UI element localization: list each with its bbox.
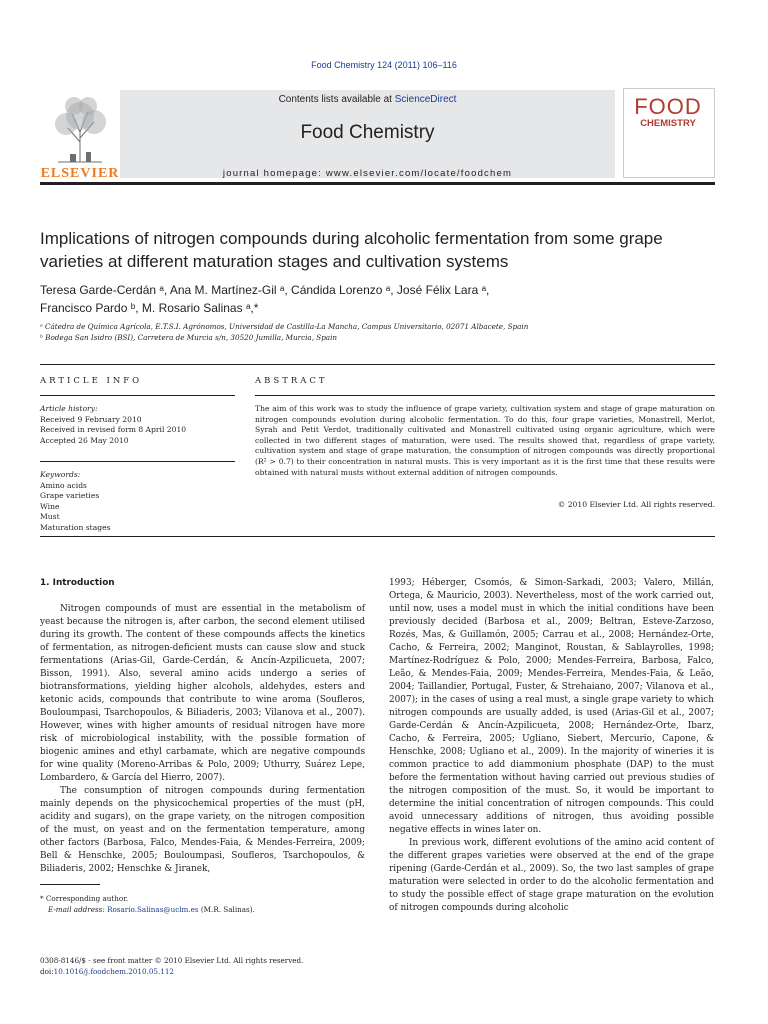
article-info-heading: ARTICLE INFO: [40, 376, 143, 386]
authors-line-1: Teresa Garde-Cerdán ᵃ, Ana M. Martínez-Gil ᵃ, Cándida Lorenzo ᵃ, José Félix Lara ᵃ,: [40, 283, 490, 297]
article-title: Implications of nitrogen compounds during alcoholic fermentation from some grape varieties at different maturation stages and cultivation systems: [40, 229, 663, 271]
contents-prefix: Contents lists available at: [278, 94, 395, 105]
email-line: [40, 904, 370, 915]
authors-line-2: Francisco Pardo ᵇ, M. Rosario Salinas ᵃ,*: [40, 301, 259, 315]
revised-date: Received in revised form 8 April 2010: [40, 425, 187, 434]
author-list: [40, 281, 720, 317]
keywords-label: Keywords:: [40, 470, 81, 479]
body-paragraph: In previous work, different evolutions of the amino acid content of the different grapes varieties were observed at the end of the grape ripening (Garde-Cerdán et al., 2009). So, the two last samples of grape maturation were selected in order to do the alcoholic fermentation and to study the possible effect of stage grape maturation on the evolution of nitrogen compounds during alcoholic: [389, 837, 714, 913]
keyword: Must: [40, 512, 60, 521]
body-paragraph: The consumption of nitrogen compounds during fermentation mainly depends on the physicochemical properties of the must (pH, acidity and sugars), on the grape variety, on the nitrogen composition of the must, on yeast and on the fermentation temperature, among other factors (Barbosa, Falco, Mendes-Faia, & Mendes-Ferreira, 2009; Bell & Henschke, 2005; Bouloumpasi, Soufleros, Tsarchopoulos, & Biliaderis, 2002; Henschke & Jiranek,: [40, 785, 365, 874]
body-column-right: [389, 577, 714, 915]
cover-title-chemistry: CHEMISTRY: [640, 118, 696, 129]
corresponding-author-note: * Corresponding author.: [40, 894, 129, 903]
abstract-heading: ABSTRACT: [255, 376, 328, 386]
contents-available-line: [120, 94, 615, 105]
article-info: [40, 404, 235, 533]
doi-label: doi:: [40, 967, 54, 976]
keyword: Wine: [40, 501, 60, 511]
journal-homepage-link[interactable]: journal homepage: www.elsevier.com/locate/foodchem: [222, 168, 513, 179]
body-paragraph: 1993; Héberger, Csomós, & Simon-Sarkadi, 2003; Valero, Millán, Ortega, & Mauricio, 2003). Nevertheless, most of the work carried out, until now, uses a model must in which the initial conditions have been previously decided (Barbosa et al., 2009; Beltran, Esteve-Zarzoso, Rozés, Mas, & Guillamón, 2005; Carrau et al., 2008; Hernández-Orte, Cacho, & Ferreira, 2002; Manginot, Roustan, & Sablayrolles, 1998; Martínez-Rodríguez & Polo, 2000; Mendes-Ferreira, Barbosa, Falco, Leão, & Mendes-Faia, 2009; Mendes-Ferreira, Mendes-Faia, & Leão, 2004; Taillandier, Portugal, Fuster, & Strehaiano, 2007; Vilanova et al., 2007); in the cases of using a real must, a single grape variety to which nitrogen compounds are usually added, is used (Arias-Gil et al., 2007; Garde-Cerdán & Ancín-Azpilicueta, 2008; Hernández-Orte, Ibarz, Cacho, & Ferreira, 2005; Ugliano, Siebert, Mercurio, Capone, & Henschke, 2008; Ugliano et al., 2009). In the majority of wineries it is common practice to add diammonium phosphate (DAP) to the must before the fermentation without having carried out previous studies of the nitrogen composition of the must. So, it would be important to determine the initial concentration of nitrogen compounds. This could avoid unnecessary additions of nitrogen, thus avoiding possible negative effects in wines later on.: [389, 578, 714, 835]
divider: [40, 364, 715, 365]
footnote-rule: [40, 884, 100, 885]
email-suffix: (M.R. Salinas).: [198, 905, 255, 914]
divider: [255, 395, 715, 396]
publication-info: [40, 955, 370, 977]
affiliations: [40, 321, 720, 343]
abstract-copyright: © 2010 Elsevier Ltd. All rights reserved.: [557, 500, 715, 509]
issn-line: 0308-8146/$ - see front matter © 2010 Elsevier Ltd. All rights reserved.: [40, 956, 304, 965]
history-label: Article history:: [40, 404, 98, 413]
abstract-text: The aim of this work was to study the influence of grape variety, cultivation system and stage of grape maturation on nitrogen compounds evolution during alcoholic fermentation. To do this, four grape varieties, Monastrell, Merlot, Syrah and Petit Verdot, traditionally cultivated and Monastrell cultivated using organic agriculture, which were collected in two different stages of maturation, were used. The results showed that, regardless of grape variety, cultivation system and stage of grape maturation, the consumption of nitrogen compounds was directly proportional (R² > 0.7) to their concentration in natural musts. This is very important as it is the first time that these results were obtained with natural musts without external addition of nitrogen compounds.: [255, 404, 715, 477]
elsevier-wordmark: ELSEVIER: [40, 166, 120, 181]
affiliation-b: ᵇ Bodega San Isidro (BSI), Carretera de Murcia s/n, 30520 Jumilla, Murcia, Spain: [40, 333, 338, 342]
keyword: Amino acids: [40, 480, 87, 490]
section-heading-introduction: 1. Introduction: [40, 578, 115, 588]
divider: [40, 536, 715, 537]
keyword: Grape varieties: [40, 491, 100, 500]
email-link[interactable]: Rosario.Salinas@uclm.es: [107, 905, 199, 914]
accepted-date: Accepted 26 May 2010: [40, 435, 129, 445]
keyword: Maturation stages: [40, 522, 111, 532]
cover-title-food: FOOD: [634, 94, 702, 119]
body-paragraph: Nitrogen compounds of must are essential in the metabolism of yeast because the nitrogen is, after carbon, the second element utilised during its growth. The content of these compounds affects the kinetics of fermentation, as nitrogen-deficient musts can cause slow and stuck fermentations (Arias-Gil, Garde-Cerdán, & Ancín-Azpilicueta, 2007; Bisson, 1991). Also, several amino acids undergo a series of biotransformations, yielding higher alcohols, aldehydes, esters and ketonic acids, compounds that contribute to wine aroma (Soufleros, Bouloumpasi, Tsarchopoulos, & Biliaderis, 2003; Vilanova et al., 2007). However, wines with higher amounts of residual nitrogen have more risk of microbiological instability, with the possible formation of biogenic amines and ethyl carbamate, which are negative compounds for wine quality (Moreno-Arribas & Polo, 2009; Uthurry, Suárez Lepe, Lombardero, & García del Hierro, 2007).: [40, 603, 365, 783]
journal-name: Food Chemistry: [300, 122, 435, 143]
received-date: Received 9 February 2010: [40, 414, 142, 424]
journal-citation[interactable]: Food Chemistry 124 (2011) 106–116: [311, 60, 457, 70]
affiliation-a: ᵃ Cátedra de Química Agrícola, E.T.S.I. Agrónomos, Universidad de Castilla-La Mancha, Campus Universitario, 02071 Albacete, Spain: [40, 322, 529, 331]
sciencedirect-link[interactable]: ScienceDirect: [394, 94, 457, 105]
footnote: [40, 893, 370, 915]
doi-link[interactable]: 10.1016/j.foodchem.2010.05.112: [53, 967, 174, 976]
body-column-left: [40, 577, 365, 876]
header-rule: [40, 182, 715, 185]
doi-line: [40, 966, 370, 977]
email-label: E-mail address:: [48, 905, 108, 914]
divider: [40, 395, 235, 396]
